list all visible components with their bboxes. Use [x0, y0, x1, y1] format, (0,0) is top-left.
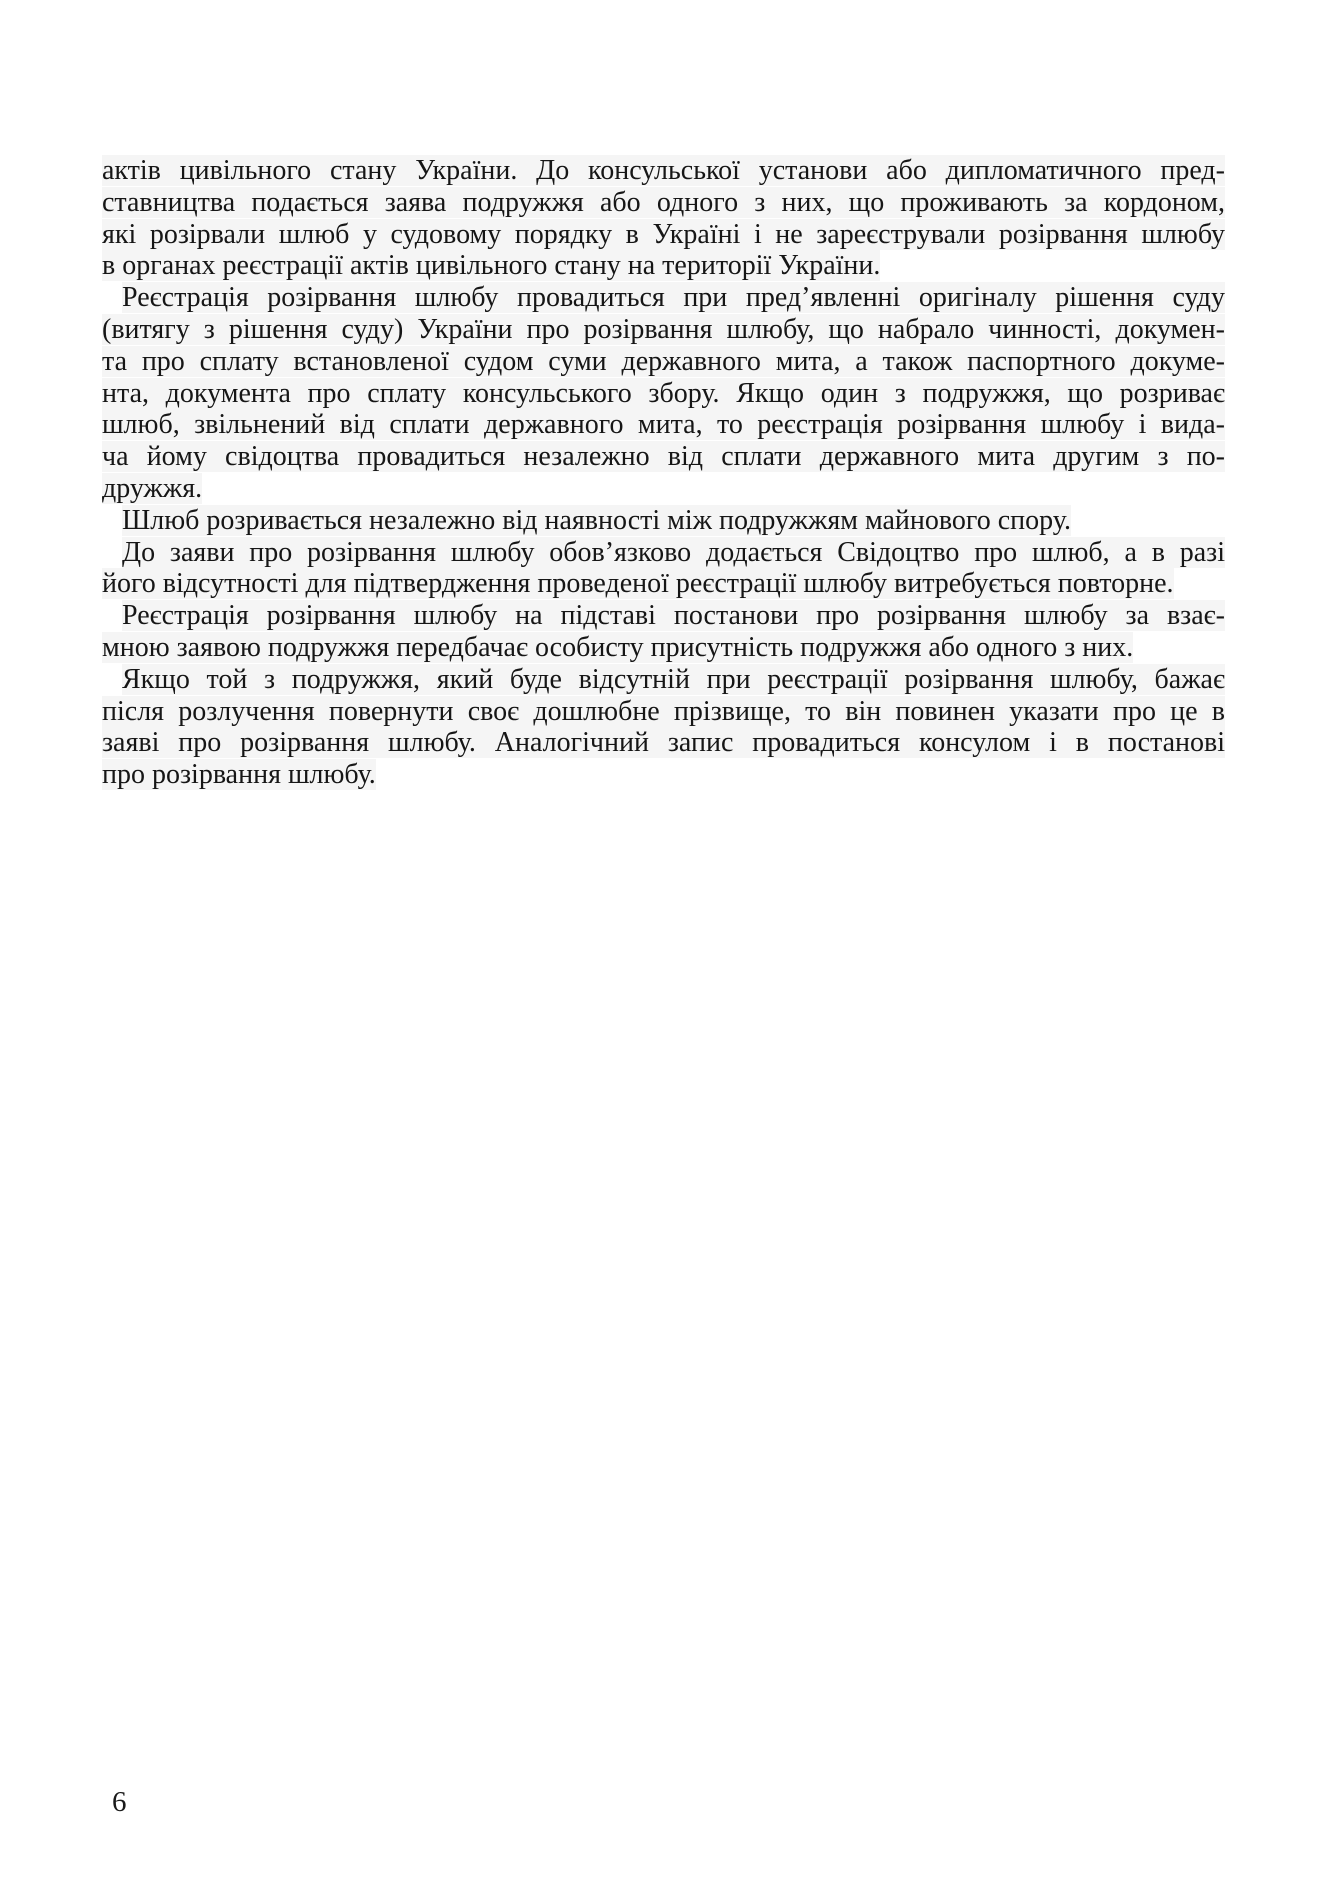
text-line-content: в органах реєстрації актів цивільного стану на території України.: [102, 250, 881, 282]
text-line: [102, 696, 1225, 728]
text-line-content: мною заявою подружжя передбачає особисту присутність подружжя або одного з них.: [102, 631, 1134, 663]
text-line-content: актів цивільного стану України. До консульської установи або дипломатичного пред-: [102, 155, 1225, 186]
paragraph: [102, 282, 1225, 505]
paragraph: [102, 505, 1225, 537]
text-line-content: які розірвали шлюб у судовому порядку в Україні і не зареєстрували розірвання шлюбу: [102, 218, 1225, 250]
text-line-content: шлюб, звільнений від сплати державного мита, то реєстрація розірвання шлюбу і вида-: [102, 409, 1225, 441]
text-line: [102, 346, 1225, 378]
text-line-content: ставництва подається заява подружжя або одного з них, що проживають за кордоном,: [102, 186, 1225, 218]
text-line: [102, 537, 1225, 569]
text-line: [102, 505, 1225, 537]
text-line-content: Реєстрація розірвання шлюбу на підставі постанови про розірвання шлюбу за взає-: [122, 600, 1225, 632]
text-line-content: Якщо той з подружжя, який буде відсутній при реєстрації розірвання шлюбу, бажає: [122, 663, 1225, 695]
paragraph: [102, 600, 1225, 664]
text-line: [102, 187, 1225, 219]
text-line-content: заяві про розірвання шлюбу. Аналогічний запис провадиться консулом і в постанові: [102, 727, 1225, 759]
text-line-content: Реєстрація розірвання шлюбу провадиться при пред’явленні оригіналу рішення суду: [122, 282, 1225, 314]
text-line: [102, 759, 1225, 791]
paragraph: [102, 155, 1225, 282]
text-line-content: після розлучення повернути своє дошлюбне прізвище, то він повинен указати про це в: [102, 695, 1225, 727]
text-line: [102, 282, 1225, 314]
text-line-content: ча йому свідоцтва провадиться незалежно від сплати державного мита другим з по-: [102, 441, 1225, 473]
text-line: [102, 441, 1225, 473]
text-line: [102, 314, 1225, 346]
text-line-content: його відсутності для підтвердження проведеної реєстрації шлюбу витребується повторне.: [102, 568, 1174, 600]
text-line-content: та про сплату встановленої судом суми державного мита, а також паспортного докуме-: [102, 345, 1225, 377]
body-text: [102, 155, 1225, 791]
text-line-content: про розірвання шлюбу.: [102, 759, 376, 791]
text-line-content: дружжя.: [102, 472, 203, 504]
text-line: [102, 378, 1225, 410]
text-line: [102, 219, 1225, 251]
text-line: [102, 155, 1225, 187]
text-line: [102, 632, 1225, 664]
text-line: [102, 250, 1225, 282]
paragraph: [102, 664, 1225, 791]
text-line: [102, 409, 1225, 441]
text-line: [102, 473, 1225, 505]
text-line: [102, 600, 1225, 632]
page-number: 6: [112, 1786, 127, 1818]
text-line-content: нта, документа про сплату консульського збору. Якщо один з подружжя, що розриває: [102, 377, 1225, 409]
text-line-content: До заяви про розірвання шлюбу обов’язково додається Свідоцтво про шлюб, а в разі: [122, 536, 1225, 568]
text-line-content: Шлюб розривається незалежно від наявності між подружжям майнового спору.: [122, 504, 1071, 536]
text-line: [102, 664, 1225, 696]
text-line: [102, 727, 1225, 759]
text-line-content: (витягу з рішення суду) України про розірвання шлюбу, що набрало чинності, докумен-: [102, 313, 1225, 345]
paragraph: [102, 537, 1225, 601]
text-line: [102, 568, 1225, 600]
